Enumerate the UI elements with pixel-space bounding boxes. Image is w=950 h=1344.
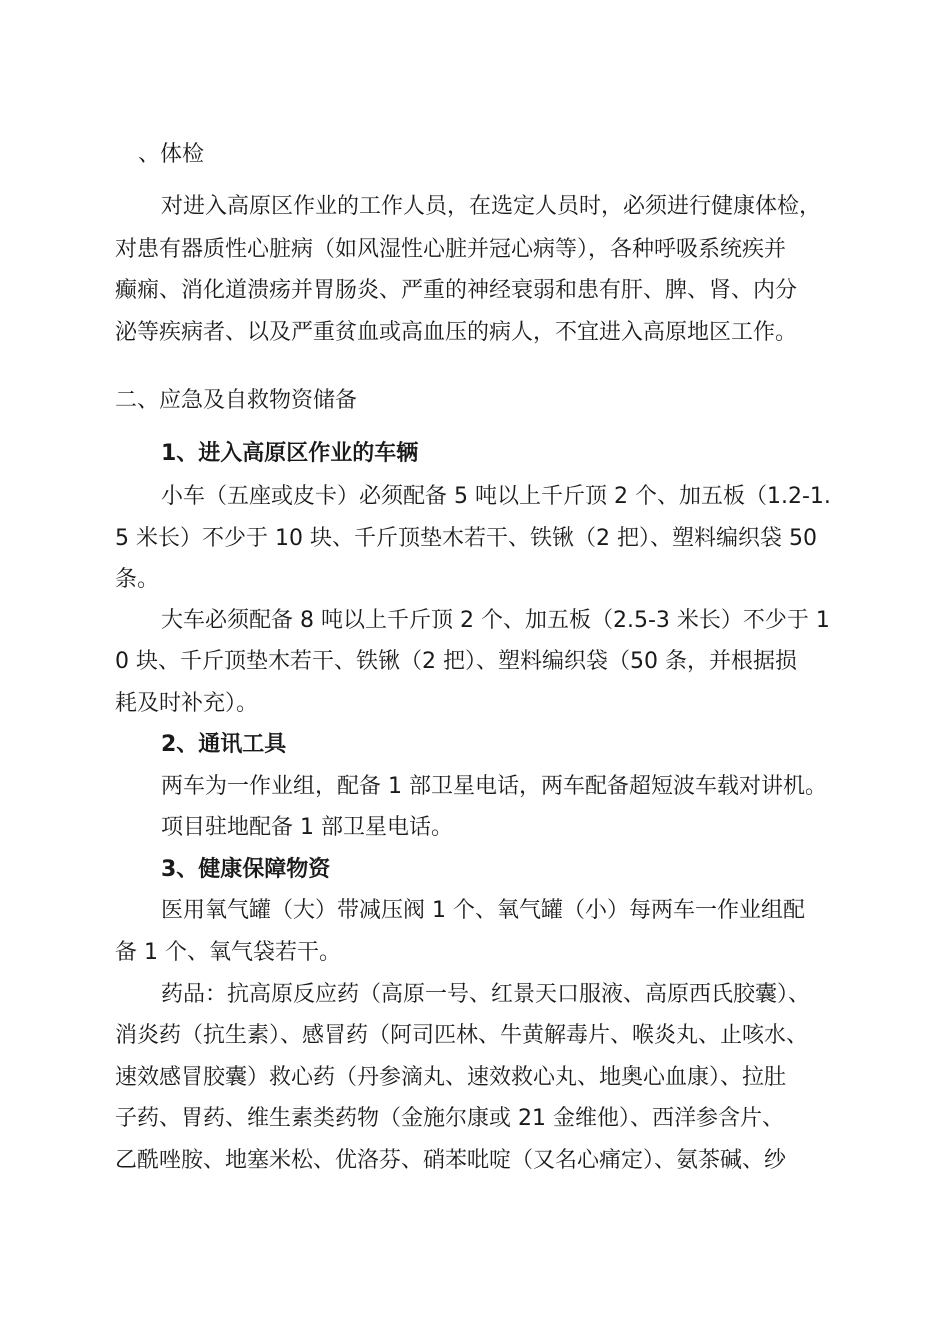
paragraph-line: 备 1 个、氧气袋若干。	[115, 940, 341, 965]
subheading-vehicles: 1、进入高原区作业的车辆	[161, 441, 419, 466]
paragraph-line: 条。	[115, 567, 160, 592]
paragraph-line: 乙酰唑胺、地塞米松、优洛芬、硝苯吡啶（又名心痛定）、氨茶碱、纱	[115, 1148, 787, 1173]
paragraph-line: 小车（五座或皮卡）必须配备 5 吨以上千斤顶 2 个、加五板（1.2-1.	[161, 484, 831, 509]
paragraph-line: 大车必须配备 8 吨以上千斤顶 2 个、加五板（2.5-3 米长）不少于 1	[161, 608, 830, 633]
paragraph-line: 药品：抗高原反应药（高原一号、红景天口服液、高原西氏胶囊）、	[161, 982, 811, 1007]
paragraph-line: 对进入高原区作业的工作人员，在选定人员时，必须进行健康体检，	[161, 194, 822, 219]
subheading-communication: 2、通讯工具	[161, 732, 287, 757]
paragraph-line: 消炎药（抗生素）、感冒药（阿司匹林、牛黄解毒片、喉炎丸、止咳水、	[115, 1023, 809, 1048]
paragraph-line: 速效感冒胶囊）救心药（丹参滴丸、速效救心丸、地奥心血康）、拉肚	[115, 1065, 787, 1090]
section-heading-health-check: 、体检	[138, 142, 205, 167]
section-heading-emergency-supplies: 二、应急及自救物资储备	[115, 388, 358, 413]
paragraph-line: 癫痫、消化道溃疡并胃肠炎、严重的神经衰弱和患有肝、脾、肾、内分	[115, 278, 798, 303]
subheading-health-supplies: 3、健康保障物资	[161, 857, 331, 882]
paragraph-line: 5 米长）不少于 10 块、千斤顶垫木若干、铁锹（2 把）、塑料编织袋 50	[115, 526, 817, 551]
paragraph-line: 医用氧气罐（大）带减压阀 1 个、氧气罐（小）每两车一作业组配	[161, 898, 805, 923]
paragraph-line: 耗及时补充）。	[115, 691, 259, 716]
paragraph-line: 泌等疾病者、以及严重贫血或高血压的病人，不宜进入高原地区工作。	[115, 320, 798, 345]
paragraph-line: 两车为一作业组，配备 1 部卫星电话，两车配备超短波车载对讲机。	[161, 774, 827, 799]
paragraph-line: 0 块、千斤顶垫木若干、铁锹（2 把）、塑料编织袋（50 条，并根据损	[115, 649, 797, 674]
paragraph-line: 项目驻地配备 1 部卫星电话。	[161, 815, 453, 840]
paragraph-line: 子药、胃药、维生素类药物（金施尔康或 21 金维他）、西洋参含片、	[115, 1106, 784, 1131]
paragraph-line: 对患有器质性心脏病（如风湿性心脏并冠心病等），各种呼吸系统疾并	[115, 237, 787, 262]
